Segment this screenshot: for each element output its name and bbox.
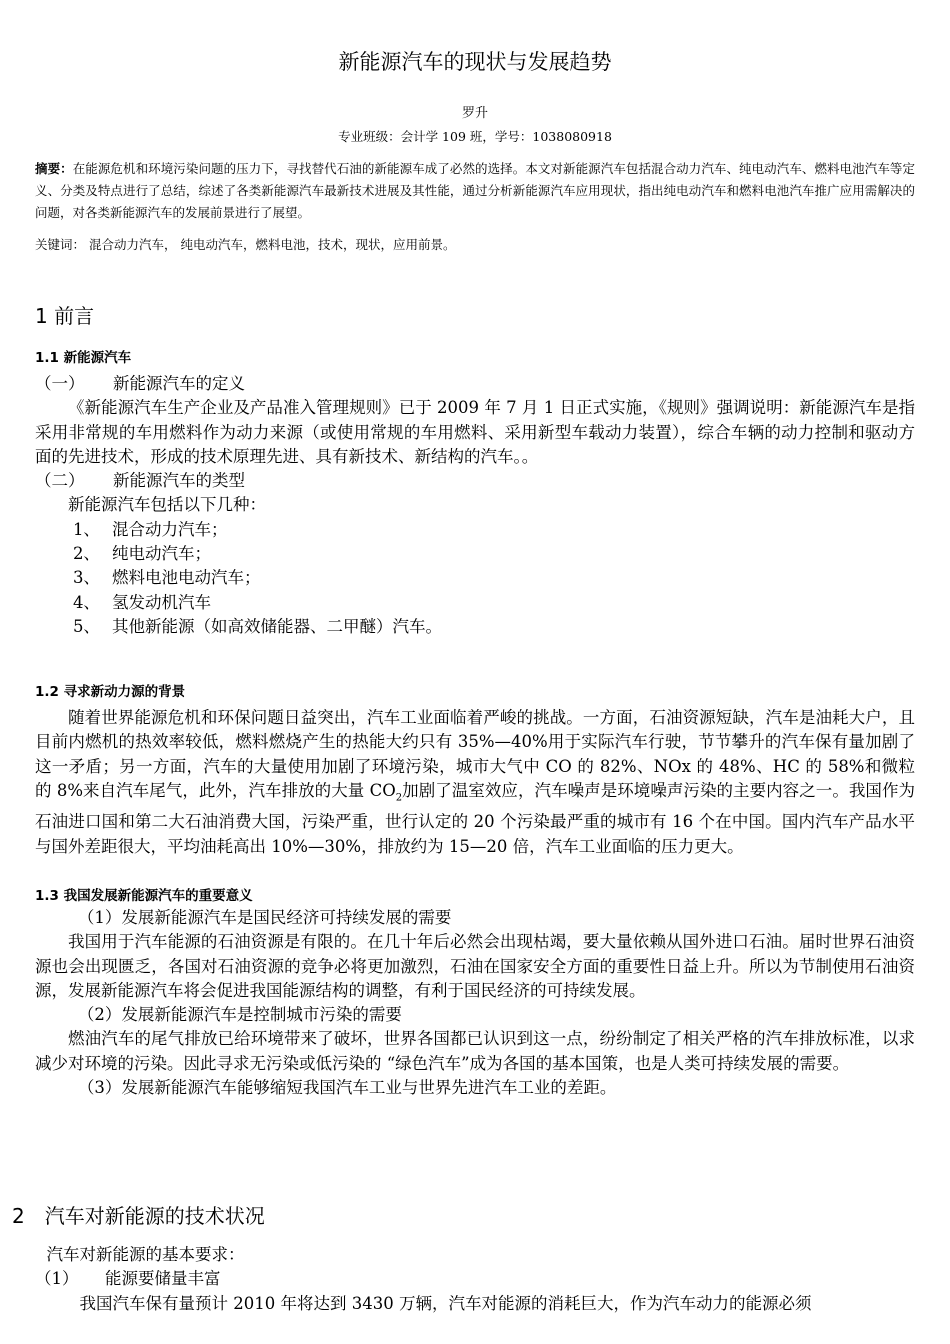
subheading-title: 新能源汽车的类型 xyxy=(113,471,245,491)
list-item xyxy=(35,566,915,590)
list-item-text: 纯电动汽车； xyxy=(111,544,211,564)
requirement-title: 能源要储量丰富 xyxy=(105,1269,221,1289)
paragraph: 汽车对新能源的基本要求： xyxy=(46,1245,245,1264)
list-item-number: 4、 xyxy=(72,592,100,612)
list-item-text: 其他新能源（如高效储能器、二甲醚）汽车。 xyxy=(111,616,442,636)
abstract-label: 摘要： xyxy=(35,161,73,176)
section-1-2-heading: 1.2 寻求新动力源的背景 xyxy=(35,684,186,700)
section-1-3-body xyxy=(35,906,915,1100)
abstract xyxy=(35,158,915,224)
paragraph: 《新能源汽车生产企业及产品准入管理规则》已于 2009 年 7 月 1 日正式实施，《规则》强调说明：新能源汽车是指采用非常规的车用燃料作为动力来源（或使用常规的车用燃料、采用新型车载动力装置），综合车辆的动力控制和驱动方面的先进技术，形成的技术原理先进、具有新技术、新结构的汽车。。 xyxy=(35,398,915,466)
list-item xyxy=(35,615,915,639)
subheading-definition xyxy=(35,372,915,396)
list-intro: 新能源汽车包括以下几种： xyxy=(68,495,266,515)
section-1-3-heading: 1.3 我国发展新能源汽车的重要意义 xyxy=(35,888,253,904)
reason-heading: （3）发展新能源汽车能够缩短我国汽车工业与世界先进汽车工业的差距。 xyxy=(77,1078,617,1098)
list-item-text: 混合动力汽车； xyxy=(111,519,228,539)
subheading-types xyxy=(35,469,915,493)
paragraph-text: 加剧了温室效应，汽车噪声是环境噪声污染的主要内容之一。我国作为石油进口国和第二大石油消费大国，污染严重，世行认定的 20 个污染最严重的城市有 16 个在中国。国内汽车产品水平与国外差距很大，平均油耗高出 10%—30%，排放约为 15—20 倍，汽车工业面临的压力更大。 xyxy=(35,780,915,856)
author-meta: 专业班级：会计学 109 班，学号：1038080918 xyxy=(338,129,612,144)
list-item xyxy=(35,591,915,615)
list-item-text: 氢发动机汽车 xyxy=(111,592,211,612)
subheading-title: 新能源汽车的定义 xyxy=(113,374,245,393)
list-item-number: 5、 xyxy=(72,616,100,636)
paper-title: 新能源汽车的现状与发展趋势 xyxy=(338,50,612,74)
section-1-heading: 1 前言 xyxy=(35,304,95,328)
paragraph xyxy=(35,706,915,859)
list-item xyxy=(35,542,915,566)
keywords: 关键词： 混合动力汽车， 纯电动汽车，燃料电池，技术，现状，应用前景。 xyxy=(35,237,456,252)
list-item xyxy=(35,518,915,542)
list-item-number: 2、 xyxy=(72,544,100,564)
section-1-1-body xyxy=(35,372,915,639)
paragraph-text: 随着世界能源危机和环保问题日益突出，汽车工业面临着严峻的挑战。一方面，石油资源短缺，汽车是油耗大户，且目前内燃机的热效率较低，燃料燃烧产生的热能大约只有 35%—40%用于实际汽车行驶，节节攀升的汽车保有量加剧了这一矛盾；另一方面，汽车的大量使用加剧了环境污染，城市大气中 CO 的 82%、NOx 的 48%、HC 的 58%和微粒的 8%来自汽车尾气，此外，汽车排放的大量 CO xyxy=(35,708,915,800)
paragraph: 我国用于汽车能源的石油资源是有限的。在几十年后必然会出现枯竭，要大量依赖从国外进口石油。届时世界石油资源也会出现匮乏，各国对石油资源的竞争必将更加激烈，石油在国家安全方面的重要性日益上升。所以为节制使用石油资源，发展新能源汽车将会促进我国能源结构的调整，有利于国民经济的可持续发展。 xyxy=(35,932,915,1000)
requirement-number: （1） xyxy=(35,1269,79,1289)
subheading-number: （一） xyxy=(35,374,85,393)
section-2-body xyxy=(35,1243,915,1316)
section-1-2-body xyxy=(35,706,915,859)
author-name: 罗升 xyxy=(461,106,488,121)
section-2-heading: 2 汽车对新能源的技术状况 xyxy=(12,1204,265,1228)
paragraph: 燃油汽车的尾气排放已给环境带来了破坏，世界各国都已认识到这一点，纷纷制定了相关严格的汽车排放标准，以求减少对环境的污染。因此寻求无污染或低污染的 “绿色汽车”成为各国的基本国策，也是人类可持续发展的需要。 xyxy=(35,1029,915,1073)
list-item-text: 燃料电池电动汽车； xyxy=(111,568,261,588)
requirement-heading xyxy=(35,1267,915,1291)
list-item-number: 3、 xyxy=(72,568,100,588)
reason-heading: （1）发展新能源汽车是国民经济可持续发展的需要 xyxy=(77,908,452,927)
section-1-1-heading: 1.1 新能源汽车 xyxy=(35,350,132,366)
subheading-number: （二） xyxy=(35,471,85,491)
paragraph: 我国汽车保有量预计 2010 年将达到 3430 万辆，汽车对能源的消耗巨大，作为汽车动力的能源必须 xyxy=(79,1293,812,1313)
subscript: 2 xyxy=(395,792,403,804)
abstract-text: 在能源危机和环境污染问题的压力下，寻找替代石油的新能源车成了必然的选择。本文对新能源汽车包括混合动力汽车、纯电动汽车、燃料电池汽车等定义、分类及特点进行了总结，综述了各类新能源汽车最新技术进展及其性能，通过分析新能源汽车应用现状，指出纯电动汽车和燃料电池汽车推广应用需解决的问题，对各类新能源汽车的发展前景进行了展望。 xyxy=(35,161,915,220)
reason-heading: （2）发展新能源汽车是控制城市污染的需要 xyxy=(77,1005,402,1025)
list-item-number: 1、 xyxy=(72,519,100,539)
